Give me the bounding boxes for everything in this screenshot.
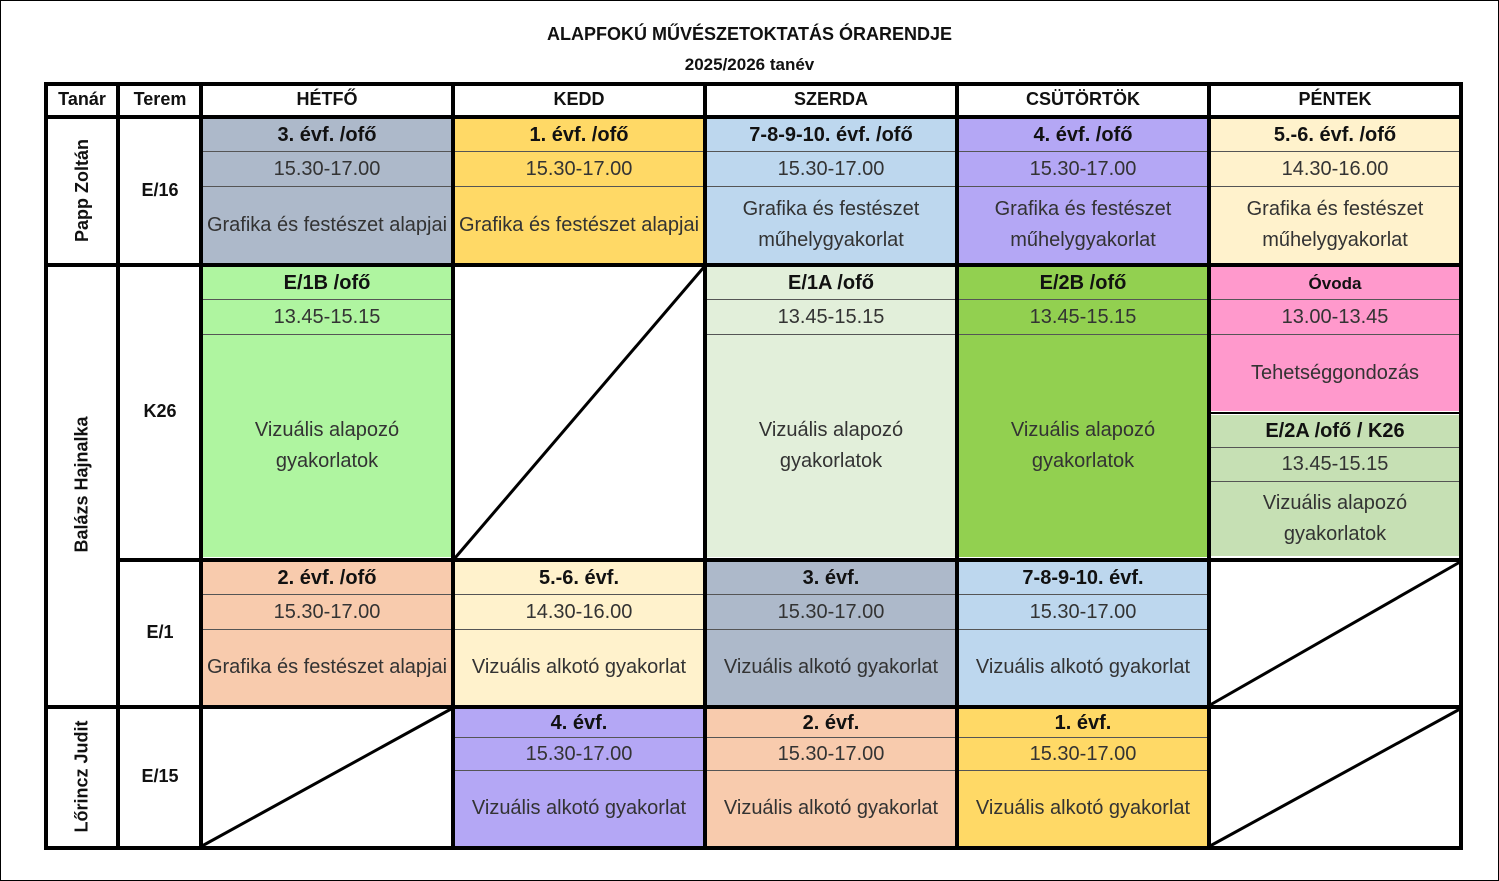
col-sep-wed <box>955 82 959 850</box>
papp-tue-subject: Grafika és festészet alapjai <box>455 187 703 263</box>
k26-mon-time: 13.45-15.15 <box>203 300 451 334</box>
col-sep-teacher <box>116 82 120 850</box>
papp-tue-time: 15.30-17.00 <box>455 152 703 186</box>
header-room: Terem <box>133 89 187 109</box>
papp-thu-group: 4. évf. /ofő <box>959 119 1207 151</box>
e15-thu-group: 1. évf. <box>959 709 1207 737</box>
k26-thu-subject: Vizuális alapozó gyakorlatok <box>959 335 1207 557</box>
header-bottom <box>44 115 1463 119</box>
k26-fri-a-subject: Tehetséggondozás <box>1211 335 1459 411</box>
e1-tue-group: 5.-6. évf. <box>455 562 703 594</box>
room-k26: K26 <box>143 400 177 421</box>
k26-mon-group: E/1B /ofő <box>203 267 451 299</box>
row-sep-e1 <box>44 705 1463 709</box>
e1-mon-group: 2. évf. /ofő <box>203 562 451 594</box>
k26-thu-group: E/2B /ofő <box>959 267 1207 299</box>
papp-fri-subject: Grafika és festészet műhelygyakorlat <box>1211 187 1459 263</box>
col-sep-room <box>199 82 203 850</box>
k26-wed-subject: Vizuális alapozó gyakorlatok <box>707 335 955 557</box>
e15-tue-subject: Vizuális alkotó gyakorlat <box>455 771 703 846</box>
teacher-balazs: Balázs Hajnalka <box>71 415 92 553</box>
room-e1: E/1 <box>146 621 174 642</box>
papp-fri-time: 14.30-16.00 <box>1211 152 1459 186</box>
k26-fri-b-time: 13.45-15.15 <box>1211 448 1459 481</box>
e15-thu-subject: Vizuális alkotó gyakorlat <box>959 771 1207 846</box>
k26-fri-divider <box>1211 412 1459 414</box>
col-sep-tue <box>703 82 707 850</box>
papp-fri-group: 5.-6. évf. /ofő <box>1211 119 1459 151</box>
e1-wed-time: 15.30-17.00 <box>707 595 955 629</box>
e15-wed-time: 15.30-17.00 <box>707 738 955 770</box>
page-title: ALAPFOKÚ MŰVÉSZETOKTATÁS ÓRARENDJE <box>546 24 953 44</box>
k26-fri-b-subject: Vizuális alapozó gyakorlatok <box>1211 482 1459 556</box>
e1-wed-subject: Vizuális alkotó gyakorlat <box>707 630 955 705</box>
header-day-1: KEDD <box>553 89 605 109</box>
e1-thu-time: 15.30-17.00 <box>959 595 1207 629</box>
room-e16: E/16 <box>141 179 179 200</box>
papp-thu-subject: Grafika és festészet műhelygyakorlat <box>959 187 1207 263</box>
e1-wed-group: 3. évf. <box>707 562 955 594</box>
school-year: 2025/2026 tanév <box>684 55 815 74</box>
row-sep-k26 <box>116 558 1463 562</box>
e1-thu-subject: Vizuális alkotó gyakorlat <box>959 630 1207 705</box>
col-sep-mon <box>451 82 455 850</box>
papp-thu-time: 15.30-17.00 <box>959 152 1207 186</box>
e1-thu-group: 7-8-9-10. évf. <box>959 562 1207 594</box>
papp-mon-subject: Grafika és festészet alapjai <box>203 187 451 263</box>
papp-mon-time: 15.30-17.00 <box>203 152 451 186</box>
grid-border-right <box>1459 82 1463 850</box>
e15-wed-group: 2. évf. <box>707 709 955 737</box>
papp-wed-subject: Grafika és festészet műhelygyakorlat <box>707 187 955 263</box>
k26-wed-time: 13.45-15.15 <box>707 300 955 334</box>
header-day-4: PÉNTEK <box>1298 89 1372 109</box>
header-teacher: Tanár <box>58 89 106 109</box>
k26-mon-subject: Vizuális alapozó gyakorlatok <box>203 335 451 557</box>
room-e15: E/15 <box>141 765 179 786</box>
grid-border-left <box>44 82 48 850</box>
papp-wed-time: 15.30-17.00 <box>707 152 955 186</box>
e15-thu-time: 15.30-17.00 <box>959 738 1207 770</box>
papp-tue-group: 1. évf. /ofő <box>455 119 703 151</box>
e15-tue-time: 15.30-17.00 <box>455 738 703 770</box>
grid-border-bottom <box>44 846 1463 850</box>
papp-wed-group: 7-8-9-10. évf. /ofő <box>707 119 955 151</box>
e1-tue-subject: Vizuális alkotó gyakorlat <box>455 630 703 705</box>
e15-wed-subject: Vizuális alkotó gyakorlat <box>707 771 955 846</box>
e1-mon-time: 15.30-17.00 <box>203 595 451 629</box>
k26-thu-time: 13.45-15.15 <box>959 300 1207 334</box>
row-sep-papp <box>44 263 1463 267</box>
e15-tue-group: 4. évf. <box>455 709 703 737</box>
header-day-2: SZERDA <box>793 89 868 109</box>
grid-border-top <box>44 82 1463 86</box>
k26-wed-group: E/1A /ofő <box>707 267 955 299</box>
k26-fri-b-group: E/2A /ofő / K26 <box>1211 415 1459 447</box>
papp-mon-group: 3. évf. /ofő <box>203 119 451 151</box>
e1-tue-time: 14.30-16.00 <box>455 595 703 629</box>
k26-fri-a-time: 13.00-13.45 <box>1211 300 1459 334</box>
k26-fri-a-group: Óvoda <box>1211 267 1459 299</box>
teacher-papp: Papp Zoltán <box>71 138 92 242</box>
header-day-0: HÉTFŐ <box>296 89 358 109</box>
teacher-lorincz: Lőrincz Judit <box>71 720 92 832</box>
col-sep-thu <box>1207 82 1211 850</box>
header-day-3: CSÜTÖRTÖK <box>1026 89 1140 109</box>
e1-mon-subject: Grafika és festészet alapjai <box>203 630 451 705</box>
